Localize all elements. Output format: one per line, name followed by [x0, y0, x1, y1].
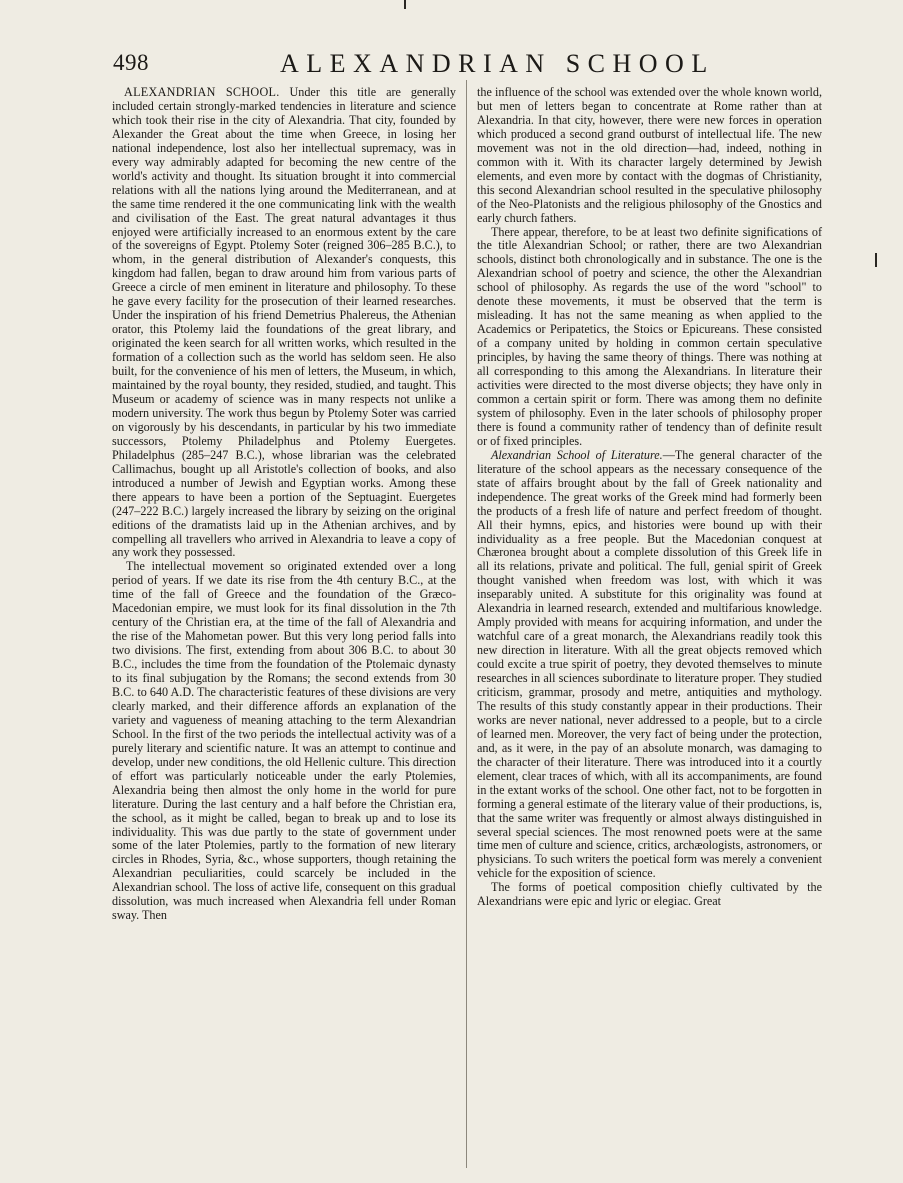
top-margin-mark — [404, 0, 406, 9]
page-number: 498 — [113, 50, 149, 75]
section-heading: Alexandrian School of Literature. — [491, 447, 663, 462]
article-heading: ALEXANDRIAN SCHOOL. — [124, 85, 280, 99]
paragraph-poetical-forms: The forms of poetical composition chiefly cultivated by the Alexandrians were epic and lyric or elegiac. Great — [477, 880, 822, 909]
left-column — [112, 86, 456, 923]
right-column — [477, 86, 822, 909]
column-divider — [466, 80, 467, 1168]
paragraph-text: —The general character of the literature of the school appears as the necessary consequence of the state of affairs brought about by the fall of Greek nationality and independence. The great works of the Greek mind had formerly been the products of a fresh life of nature and perfect freedom of thought. All their hymns, epics, and histories were bound up with their individuality as a free people. But the Macedonian conquest at Chæronea brought about a complete dissolution of this Greek life in all its relations, private and political. The full, genial spirit of Greek thought vanished when freedom was lost, with which it was inseparably united. A substitute for this originality was found at Alexandria in learned research, extended and multifarious knowledge. Amply provided with means for acquiring information, and under the watchful care of a great monarch, the Alexandrians readily took this new direction in literature. With all the great objects removed which could excite a true spirit of poetry, they devoted themselves to minute researches in all sciences subordinate to literature proper. They studied criticism, grammar, prosody and metre, antiquities and mythology. The results of this study constantly appear in their productions. Their works are never national, never addressed to a people, but to a circle of learned men. Moreover, the very fact of being under the protection, and, as it were, in the pay of an absolute monarch, was damaging to the character of their literature. There was introduced into it a courtly element, clear traces of which, with all its accompaniments, are found in the extant works of the school. One other fact, not to be forgotten in forming a general estimate of the literary value of their productions, is, that the same writer was frequently or almost always distinguished in several special sciences. The most renowned poets were at the same time men of culture and science, critics, archæologists, astronomers, or physicians. To such writers the poetical form was merely a convenient vehicle for the exposition of science. — [477, 447, 822, 881]
running-title: ALEXANDRIAN SCHOOL — [280, 49, 715, 78]
paragraph-continued: the influence of the school was extended over the whole known world, but men of letters began to concentrate at Rome rather than at Alexandria. In that city, however, there were new forces in operation which produced a second grand outburst of intellectual life. The new movement was not in the old direction—had, indeed, nothing in common with it. With its character largely determined by Jewish elements, and even more by contact with the dogmas of Christianity, this second Alexandrian school resulted in the speculative philosophy of the Neo-Platonists and the religious philosophy of the Gnostics and early church fathers. — [477, 85, 822, 225]
paragraph-intro — [112, 86, 456, 560]
paragraph-significations: There appear, therefore, to be at least two definite significations of the title Alexandrian School; or rather, there are two Alexandrian schools, distinct both chronologically and in substance. The one is the Alexandrian school of poetry and science, the other the Alexandrian school of philosophy. As regards the use of the word "school" to denote these movements, it must be observed that the term is misleading. It has not the same meaning as when applied to the Academics or Peripatetics, the Stoics or Epicureans. These consisted of a company united by holding in common certain speculative principles, by having the same theory of things. There was nothing at all corresponding to this among the Alexandrians. In literature their activities were directed to the most diverse objects; they have only in common a certain spirit or form. There was among them no definite system of philosophy. Even in the later schools of philosophy proper there is found a community rather of tendency than of definite result or of fixed principles. — [477, 224, 822, 448]
paragraph-periods: The intellectual movement so originated extended over a long period of years. If we date its rise from the 4th century B.C., at the time of the fall of Greece and the foundation of the Græco-Macedonian empire, we must look for its final dissolution in the 7th century of the Christian era, at the time of the fall of Alexandria and the rise of the Mahometan power. But this very long period falls into two divisions. The first, extending from about 306 B.C. to about 30 B.C., includes the time from the foundation of the Ptolemaic dynasty to its final subjugation by the Romans; the second extends from 30 B.C. to 640 A.D. The characteristic features of these divisions are very clearly marked, and their difference affords an explanation of the variety and vagueness of meaning attaching to the term Alexandrian School. In the first of the two periods the intellectual activity was of a purely literary and scientific nature. It was an attempt to continue and develop, under new conditions, the old Hellenic culture. This direction of effort was particularly noticeable under the early Ptolemies, Alexandria being then almost the only home in the world for pure literature. During the last century and a half before the Christian era, the school, as it might be called, began to break up and to lose its individuality. This was due partly to the state of government under some of the later Ptolemies, partly to the formation of new literary circles in Rhodes, Syria, &c., whose supporters, though retaining the Alexandrian peculiarities, could scarcely be included in the Alexandrian school. The loss of active life, consequent on this gradual dissolution, was much increased when Alexandria fell under Roman sway. Then — [112, 559, 456, 923]
paragraph-literature — [477, 449, 822, 882]
right-margin-mark — [875, 253, 877, 267]
paragraph-text: Under this title are generally included certain strongly-marked tendencies in literature and science which took their rise in the city of Alexandria. That city, founded by Alexander the Great about the time when Greece, in losing her national independence, lost also her intellectual supremacy, was in every way admirably adapted for becoming the new centre of the world's activity and thought. Its situation brought it into commercial relations with all the nations lying around the Mediterranean, and at the same time rendered it the one communicating link with the wealth and civilisation of the East. The great natural advantages it thus enjoyed were artificially increased to an enormous extent by the care of the sovereigns of Egypt. Ptolemy Soter (reigned 306–285 B.C.), to whom, in the general distribution of Alexander's conquests, this kingdom had fallen, began to draw around him from various parts of Greece a circle of men eminent in literature and philosophy. To these he gave every facility for the prosecution of their learned researches. Under the inspiration of his friend Demetrius Phalereus, the Athenian orator, this Ptolemy laid the foundations of the great library, and originated the keen search for all written works, which resulted in the formation of a collection such as the world has seldom seen. He also built, for the convenience of his men of letters, the Museum, in which, maintained by the royal bounty, they resided, studied, and taught. This Museum or academy of science was in many respects not unlike a modern university. The work thus begun by Ptolemy Soter was carried on vigorously by his descendants, in particular by his two immediate successors, Ptolemy Philadelphus and Ptolemy Euergetes. Philadelphus (285–247 B.C.), whose librarian was the celebrated Callimachus, bought up all Aristotle's collection of books, and also introduced a number of Jewish and Egyptian works. Among these there appears to have been a portion of the Septuagint. Euergetes (247–222 B.C.) largely increased the library by seizing on the original editions of the dramatists laid up in the Athenian archives, and by compelling all travellers who arrived in Alexandria to leave a copy of any work they possessed. — [112, 85, 456, 560]
